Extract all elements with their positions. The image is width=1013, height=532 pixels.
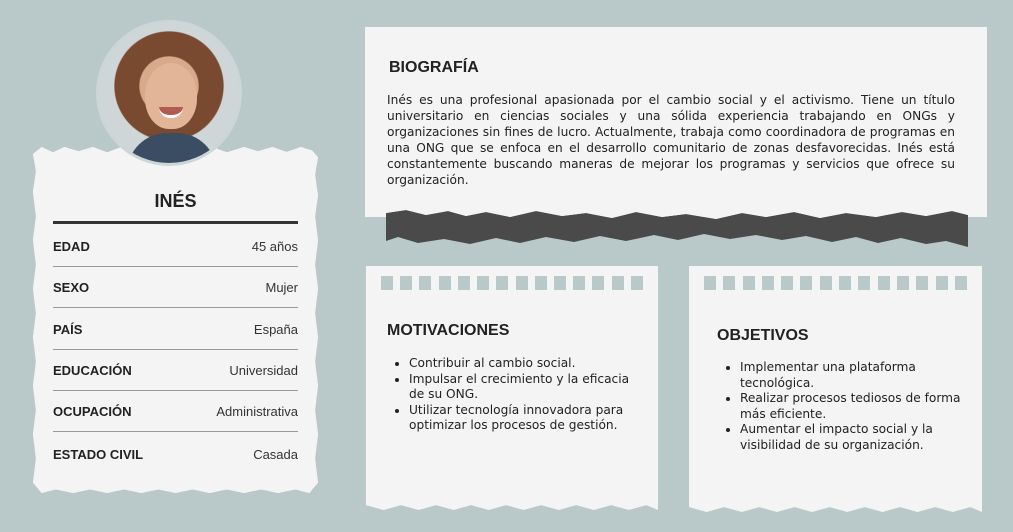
detail-label: EDUCACIÓN (53, 362, 132, 378)
notebook-holes (381, 276, 643, 290)
list-item: • Realizar procesos tediosos de forma más eficiente. (740, 391, 970, 422)
list-item: • Utilizar tecnología innovadora para optimizar los procesos de gestión. (409, 403, 639, 434)
list-item: • Implementar una plataforma tecnológica. (740, 360, 970, 391)
detail-value: Casada (253, 447, 298, 462)
motivations-title: MOTIVACIONES (387, 322, 510, 339)
detail-label: EDAD (53, 238, 90, 254)
torn-paper-edge (386, 207, 968, 247)
detail-label: ESTADO CIVIL (53, 447, 144, 462)
detail-value: Mujer (265, 279, 298, 295)
biography-text: Inés es una profesional apasionada por el cambio social y el activismo. Tiene un título universitario en ciencias sociales y una sólida experiencia trabajando en ONGs y organizaciones sin fines de lucro. Actualmente, trabaja como coordinadora de programas en una ONG que se enfoca en el desarrollo comunitario de zonas desfavorecidas. Inés está constantemente buscando maneras de mejorar los programas y servicios que ofrece su organización. (387, 93, 955, 187)
detail-row-education (53, 350, 298, 391)
detail-label: SEXO (53, 279, 90, 295)
detail-row-marital-status (53, 434, 298, 475)
name-divider (53, 221, 298, 224)
profile-name: INÉS (154, 191, 197, 211)
detail-row-sex (53, 267, 298, 308)
motivations-list (387, 356, 639, 434)
detail-row-country (53, 309, 298, 350)
objectives-list (718, 360, 970, 453)
notebook-holes (704, 276, 967, 290)
detail-value: Universidad (229, 362, 298, 378)
detail-label: OCUPACIÓN (53, 403, 132, 419)
list-item: • Aumentar el impacto social y la visibilidad de su organización. (740, 422, 970, 453)
avatar-shirt (127, 133, 217, 166)
biography-title: BIOGRAFÍA (389, 59, 479, 76)
detail-value: Administrativa (216, 403, 298, 419)
detail-label: PAÍS (53, 321, 83, 337)
detail-value: 45 años (251, 238, 298, 254)
objectives-title: OBJETIVOS (717, 327, 809, 344)
profile-avatar (96, 20, 242, 166)
avatar-face (145, 63, 197, 129)
list-item: • Impulsar el crecimiento y la eficacia de su ONG. (409, 372, 639, 403)
detail-row-occupation (53, 391, 298, 432)
detail-value: España (253, 321, 298, 337)
list-item: • Contribuir al cambio social. (409, 356, 639, 372)
detail-row-age (53, 226, 298, 267)
